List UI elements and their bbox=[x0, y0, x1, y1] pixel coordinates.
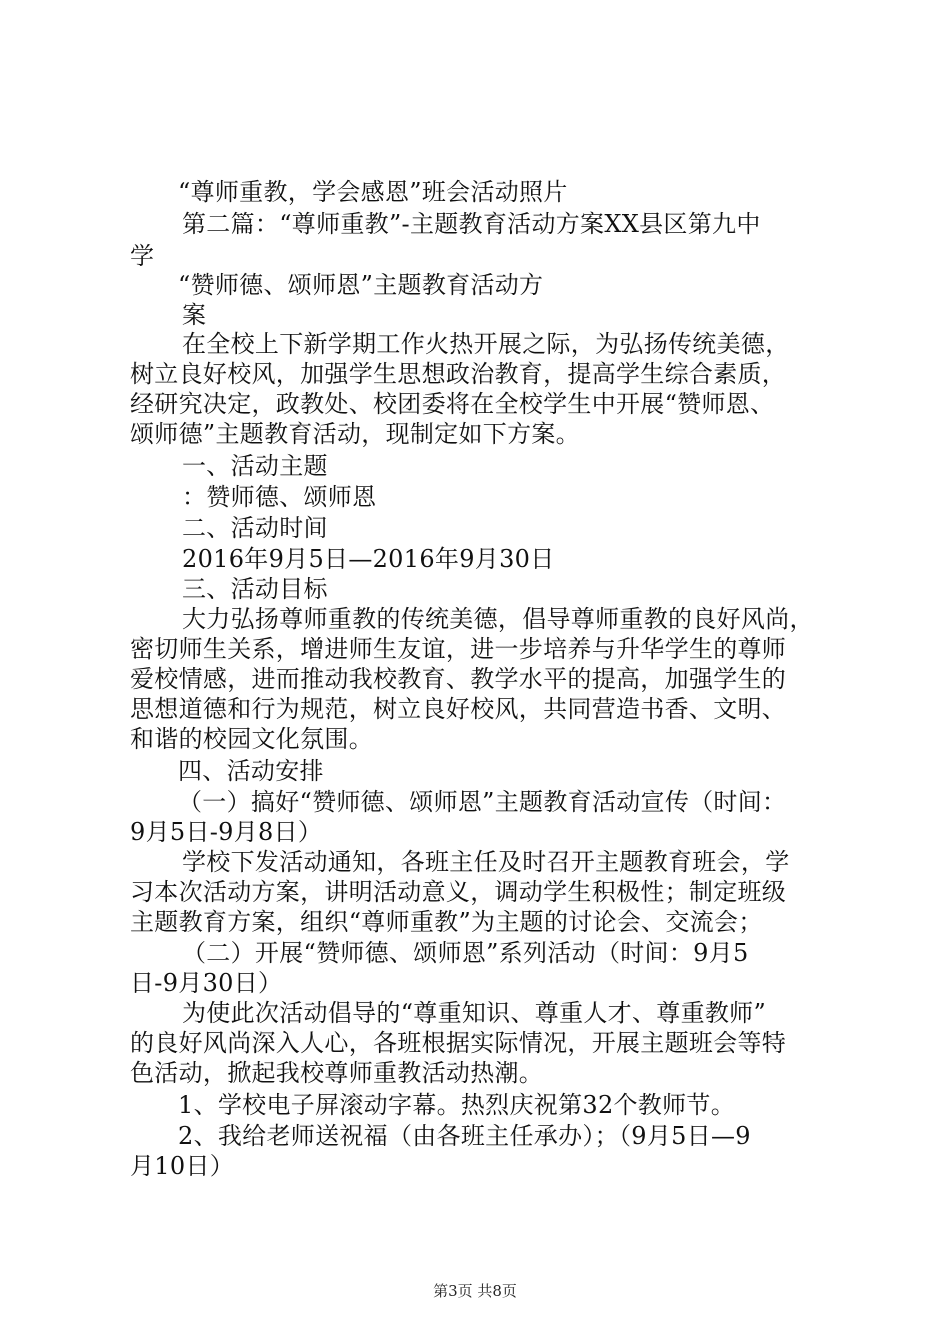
text-line: “赞师德、颂师恩”主题教育活动方 bbox=[178, 271, 544, 299]
text-line: 习本次活动方案，讲明活动意义，调动学生积极性；制定班级 bbox=[130, 878, 787, 906]
text-line: 色活动，掀起我校尊师重教活动热潮。 bbox=[130, 1059, 544, 1087]
text-line: 颂师德”主题教育活动，现制定如下方案。 bbox=[130, 420, 580, 448]
text-line: 在全校上下新学期工作火热开展之际，为弘扬传统美德， bbox=[182, 330, 790, 358]
page-number: 第3页 共8页 bbox=[433, 1282, 517, 1300]
text-line: 的良好风尚深入人心，各班根据实际情况，开展主题班会等特 bbox=[130, 1029, 787, 1057]
section-heading: 二、活动时间 bbox=[182, 514, 328, 542]
section-heading: 一、活动主题 bbox=[182, 452, 328, 480]
text-line: “尊师重教，学会感恩”班会活动照片 bbox=[178, 178, 568, 206]
text-line: 爱校情感，进而推动我校教育、教学水平的提高，加强学生的 bbox=[130, 665, 787, 693]
text-line: 第二篇：“尊师重教”-主题教育活动方案XX县区第九中 bbox=[182, 210, 761, 238]
text-line: 学 bbox=[130, 242, 155, 270]
text-line: ：赞师德、颂师恩 bbox=[182, 483, 377, 511]
text-line: 案 bbox=[182, 301, 207, 329]
text-line: 2、我给老师送祝福（由各班主任承办）；（9月5日—9 bbox=[178, 1122, 751, 1150]
text-line: （二）开展“赞师德、颂师恩”系列活动（时间：9月5 bbox=[182, 939, 749, 967]
text-line: 主题教育方案，组织“尊师重教”为主题的讨论会、交流会； bbox=[130, 908, 763, 936]
section-heading: 三、活动目标 bbox=[182, 575, 328, 603]
text-line: （一）搞好“赞师德、颂师恩”主题教育活动宣传（时间： bbox=[178, 788, 787, 816]
text-line: 思想道德和行为规范，树立良好校风，共同营造书香、文明、 bbox=[130, 695, 787, 723]
text-line: 密切师生关系，增进师生友谊，进一步培养与升华学生的尊师 bbox=[130, 635, 787, 663]
section-heading: 四、活动安排 bbox=[178, 757, 324, 785]
text-line: 2016年9月5日—2016年9月30日 bbox=[182, 545, 555, 573]
text-line: 9月5日-9月8日） bbox=[130, 818, 323, 846]
text-line: 学校下发活动通知，各班主任及时召开主题教育班会，学 bbox=[182, 848, 790, 876]
text-line: 经研究决定，政教处、校团委将在全校学生中开展“赞师恩、 bbox=[130, 390, 775, 418]
text-line: 月10日） bbox=[130, 1152, 235, 1180]
text-line: 1、学校电子屏滚动字幕。热烈庆祝第32个教师节。 bbox=[178, 1091, 736, 1119]
text-line: 树立良好校风，加强学生思想政治教育，提高学生综合素质， bbox=[130, 360, 787, 388]
text-line: 为使此次活动倡导的“尊重知识、尊重人才、尊重教师” bbox=[182, 999, 767, 1027]
text-line: 日-9月30日） bbox=[130, 969, 283, 997]
text-line: 和谐的校园文化氛围。 bbox=[130, 725, 373, 753]
text-line: 大力弘扬尊师重教的传统美德，倡导尊师重教的良好风尚， bbox=[182, 605, 814, 633]
